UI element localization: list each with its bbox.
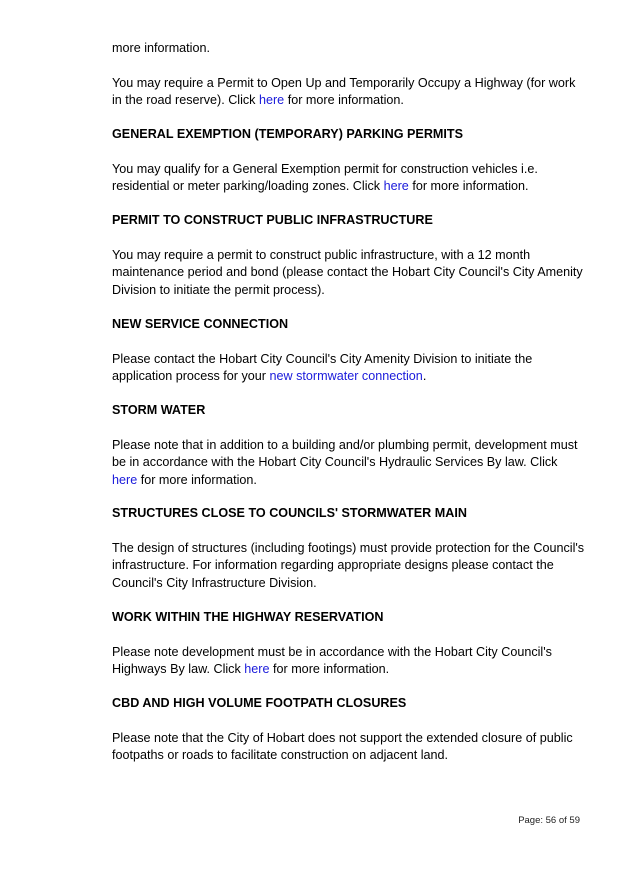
parking-permits-here-link[interactable]: here	[383, 179, 409, 194]
footpath-closures-paragraph: Please note that the City of Hobart does not support the extended closure of public footpaths or roads to facilitate construction on adjacent land.	[112, 731, 573, 763]
section-heading-parking-permits: GENERAL EXEMPTION (TEMPORARY) PARKING PERMITS	[112, 127, 464, 141]
storm-water-text: Please note that in addition to a building and/or plumbing permit, development must be in accordance with the Hobart City Council's Hydraulic Services By law. Click	[112, 438, 578, 470]
service-connection-paragraph	[112, 351, 586, 386]
parking-permits-paragraph	[112, 161, 586, 196]
page-number: Page: 56 of 59	[518, 815, 580, 826]
section-heading-highway-reservation: WORK WITHIN THE HIGHWAY RESERVATION	[112, 610, 384, 624]
continued-text: more information.	[112, 41, 210, 55]
storm-water-text-end: for more information.	[137, 472, 257, 487]
new-stormwater-connection-link[interactable]: new stormwater connection	[269, 369, 423, 384]
highway-permit-paragraph	[112, 75, 586, 110]
section-heading-service-connection: NEW SERVICE CONNECTION	[112, 317, 289, 331]
section-heading-public-infrastructure: PERMIT TO CONSTRUCT PUBLIC INFRASTRUCTURE	[112, 213, 433, 227]
parking-permits-text: You may qualify for a General Exemption permit for construction vehicles i.e. residential or meter parking/loading zones. Click	[112, 162, 538, 194]
highway-reservation-text-end: for more information.	[269, 662, 390, 677]
highway-permit-text: You may require a Permit to Open Up and Temporarily Occupy a Highway (for work in the road reserve). Click	[112, 76, 576, 108]
highway-reservation-paragraph	[112, 644, 586, 679]
stormwater-main-paragraph: The design of structures (including footings) must provide protection for the Council's infrastructure. For information regarding appropriate designs please contact the Council's City Infrastructure Division.	[112, 541, 585, 590]
storm-water-paragraph	[112, 437, 586, 489]
service-connection-text-end: .	[422, 369, 427, 384]
storm-water-here-link[interactable]: here	[112, 472, 138, 487]
highway-permit-here-link[interactable]: here	[258, 93, 285, 108]
section-heading-storm-water: STORM WATER	[112, 403, 206, 417]
highway-reservation-text: Please note development must be in accordance with the Hobart City Council's Highways By law. Click	[112, 645, 552, 677]
section-heading-stormwater-main: STRUCTURES CLOSE TO COUNCILS' STORMWATER MAIN	[112, 506, 467, 520]
highway-permit-text-end: for more information.	[284, 93, 404, 108]
service-connection-text: Please contact the Hobart City Council's City Amenity Division to initiate the application process for your	[112, 352, 533, 384]
highway-reservation-here-link[interactable]: here	[244, 662, 270, 677]
continued-paragraph	[112, 40, 586, 57]
parking-permits-text-end: for more information.	[408, 179, 529, 194]
public-infrastructure-paragraph: You may require a permit to construct public infrastructure, with a 12 month maintenance period and bond (please contact the Hobart City Council's City Amenity Division to initiate the permit process).	[112, 248, 583, 297]
section-heading-footpath-closures: CBD AND HIGH VOLUME FOOTPATH CLOSURES	[112, 696, 407, 710]
